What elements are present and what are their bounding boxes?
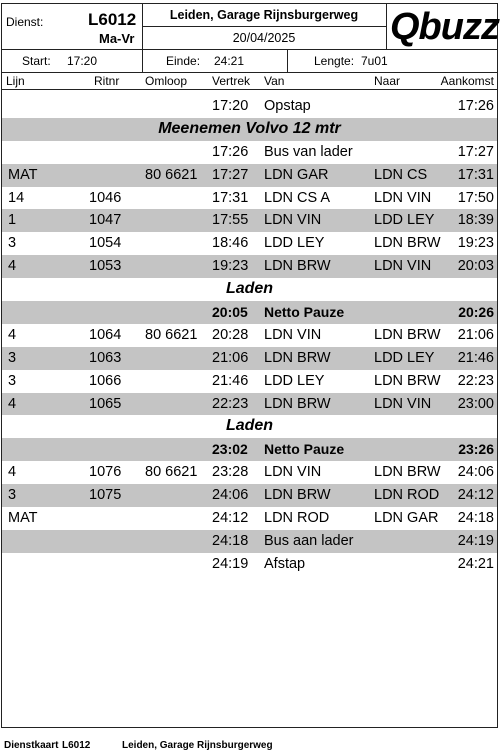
cell-van: Bus van lader [264,143,353,160]
trip-table [2,95,497,576]
cell-aankomst: 17:27 [457,143,494,160]
cell-aankomst: 24:21 [457,555,494,572]
section-title [2,278,497,301]
table-row [2,95,497,118]
cell-van: LDN BRW [264,258,331,275]
cell-naar: LDN ROD [374,487,440,504]
cell-ritnr: 1047 [89,212,122,229]
col-naar: Naar [374,74,401,88]
cell-aankomst: 17:50 [457,189,494,206]
cell-ritnr: 1053 [89,258,122,275]
cell-vertrek: 18:46 [212,235,249,252]
cell-lijn: 4 [8,326,17,343]
cell-van: LDN ROD [264,510,330,527]
cell-omloop: 80 6621 [145,166,198,183]
length-label: Lengte: [314,54,355,68]
col-van: Van [264,74,285,88]
cell-vertrek: 21:46 [212,372,249,389]
cell-vertrek: 23:02 [212,441,248,458]
cell-lijn: 4 [8,395,17,412]
section-title-text: Laden [225,417,274,435]
cell-naar: LDN VIN [374,189,432,206]
cell-van: Afstap [264,555,306,572]
cell-naar: LDN BRW [374,326,441,343]
cell-naar: LDN VIN [374,258,432,275]
cell-van: Netto Pauze [264,304,345,321]
dienst-box [2,4,143,49]
cell-van: Netto Pauze [264,441,345,458]
cell-vertrek: 17:27 [212,166,249,183]
pause-row [2,438,497,461]
cell-ritnr: 1054 [89,235,122,252]
cell-van: LDN BRW [264,487,331,504]
dienst-code: L6012 [88,10,137,29]
cell-vertrek: 20:28 [212,326,249,343]
date: 20/04/2025 [232,31,296,45]
cell-omloop: 80 6621 [145,464,198,481]
cell-vertrek: 24:19 [212,555,249,572]
cell-aankomst: 20:03 [457,258,494,275]
cell-van: LDN BRW [264,395,331,412]
cell-naar: LDN VIN [374,395,432,412]
duty-card [1,3,498,728]
garage-box [142,4,387,49]
col-omloop: Omloop [145,74,188,88]
cell-lijn: 3 [8,372,17,389]
table-row [2,484,497,507]
end-label: Einde: [166,54,201,68]
cell-lijn: 4 [8,464,17,481]
cell-van: LDD LEY [264,372,325,389]
footer-garage: Leiden, Garage Rijnsburgerweg [122,740,273,751]
cell-vertrek: 22:23 [212,395,249,412]
cell-aankomst: 23:26 [458,441,494,458]
cell-van: LDN VIN [264,212,322,229]
table-row [2,461,497,484]
cell-vertrek: 19:23 [212,258,249,275]
cell-ritnr: 1065 [89,395,122,412]
cell-aankomst: 23:00 [457,395,494,412]
start-time: 17:20 [67,54,98,68]
table-row [2,393,497,416]
cell-ritnr: 1066 [89,372,122,389]
cell-vertrek: 17:55 [212,212,249,229]
cell-van: Opstap [264,98,311,114]
col-vertrek: Vertrek [212,74,251,88]
table-row [2,209,497,232]
table-row [2,507,497,530]
cell-van: LDD LEY [264,235,325,252]
cell-aankomst: 24:19 [457,532,494,549]
end-time: 24:21 [214,54,245,68]
cell-lijn: 3 [8,349,17,366]
col-ritnr: Ritnr [94,74,120,88]
footer-code: L6012 [62,740,91,751]
cell-naar: LDD LEY [374,212,435,229]
pause-row [2,301,497,324]
column-headers [2,73,497,90]
cell-naar: LDN BRW [374,372,441,389]
cell-van: LDN BRW [264,349,331,366]
cell-vertrek: 23:28 [212,464,249,481]
cell-vertrek: 21:06 [212,349,249,366]
cell-naar: LDN CS [374,166,428,183]
cell-lijn: 3 [8,487,17,504]
cell-aankomst: 19:23 [457,235,494,252]
dienst-days: Ma-Vr [99,31,135,46]
table-row [2,141,497,164]
cell-naar: LDN BRW [374,235,441,252]
section-title-text: Meenemen Volvo 12 mtr [158,119,341,137]
cell-aankomst: 22:23 [457,372,494,389]
cell-vertrek: 24:12 [212,510,249,527]
cell-vertrek: 17:26 [212,143,249,160]
qbuzz-logo: Qbuzz [390,6,499,48]
cell-vertrek: 24:18 [212,532,249,549]
section-title [2,118,497,141]
cell-van: LDN CS A [264,189,331,206]
cell-naar: LDN GAR [374,510,439,527]
footer [0,740,500,754]
table-row [2,232,497,255]
cell-omloop: 80 6621 [145,326,198,343]
cell-ritnr: 1046 [89,189,122,206]
cell-aankomst: 17:31 [457,166,494,183]
table-row [2,553,497,576]
cell-lijn: 4 [8,258,17,275]
cell-lijn: 14 [8,189,25,206]
cell-vertrek: 17:20 [212,98,249,114]
length-value: 7u01 [361,54,388,68]
cell-aankomst: 17:26 [457,98,494,114]
cell-aankomst: 18:39 [457,212,494,229]
table-row [2,164,497,187]
cell-naar: LDN BRW [374,464,441,481]
cell-ritnr: 1075 [89,487,122,504]
cell-ritnr: 1063 [89,349,122,366]
divider [142,50,143,72]
cell-vertrek: 17:31 [212,189,249,206]
col-aankomst: Aankomst [440,74,494,88]
cell-aankomst: 21:46 [457,349,494,366]
start-label: Start: [22,54,51,68]
cell-naar: LDD LEY [374,349,435,366]
cell-van: LDN GAR [264,166,329,183]
cell-ritnr: 1064 [89,326,122,343]
section-title-text: Laden [225,280,274,298]
table-row [2,324,497,347]
times-bar [2,49,497,73]
garage-name: Leiden, Garage Rijnsburgerweg [142,4,386,27]
table-row [2,530,497,553]
cell-vertrek: 20:05 [212,304,248,321]
table-row [2,347,497,370]
cell-aankomst: 21:06 [457,326,494,343]
divider [287,50,288,72]
cell-vertrek: 24:06 [212,487,249,504]
cell-aankomst: 24:06 [457,464,494,481]
table-row [2,370,497,393]
cell-aankomst: 24:12 [457,487,494,504]
cell-lijn: MAT [8,166,38,183]
cell-aankomst: 24:18 [457,510,494,527]
table-row [2,187,497,210]
table-row [2,255,497,278]
cell-lijn: 1 [8,212,17,229]
cell-van: LDN VIN [264,326,322,343]
col-lijn: Lijn [6,74,25,88]
footer-label: Dienstkaart [4,740,59,751]
cell-van: LDN VIN [264,464,322,481]
cell-lijn: MAT [8,510,38,527]
header [2,4,497,49]
cell-ritnr: 1076 [89,464,122,481]
cell-lijn: 3 [8,235,17,252]
section-title [2,415,497,438]
dienst-label: Dienst: [6,15,44,29]
cell-van: Bus aan lader [264,532,354,549]
cell-aankomst: 20:26 [458,304,494,321]
